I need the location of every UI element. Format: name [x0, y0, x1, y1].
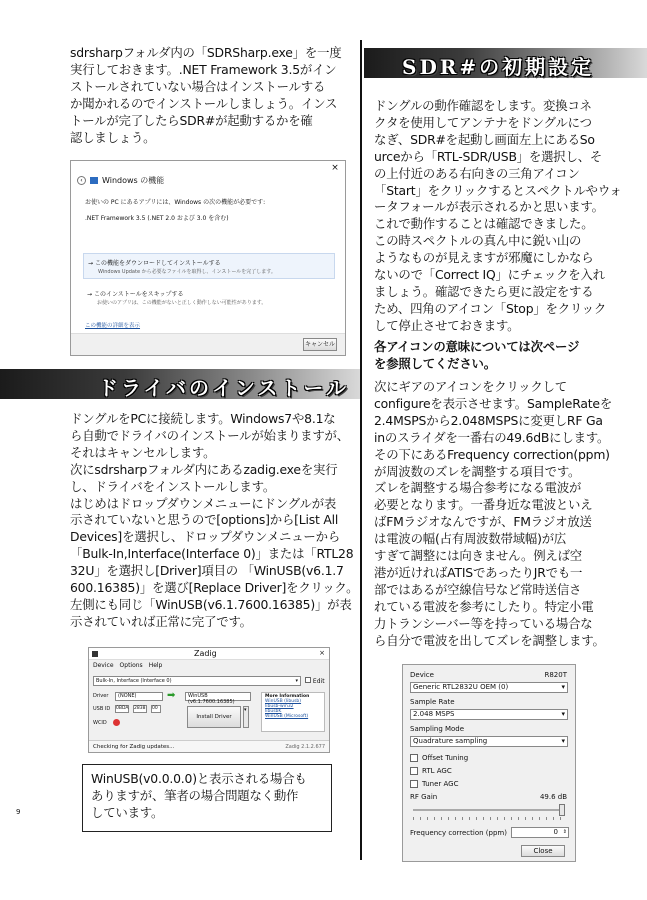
column-divider [360, 40, 362, 860]
checkbox-box[interactable] [410, 780, 418, 788]
offset-tuning-checkbox[interactable] [410, 754, 468, 762]
dialog-feature-name: .NET Framework 3.5 (.NET 2.0 および 3.0 を含む) [85, 215, 229, 222]
tuner-label: R820T [544, 671, 567, 679]
rf-gain-label: RF Gain [410, 793, 438, 801]
close-button[interactable]: Close [521, 845, 565, 857]
slider-ticks [413, 817, 565, 820]
checkbox-box[interactable] [410, 754, 418, 762]
device-select-value: Generic RTL2832U OEM (0) [413, 683, 509, 691]
menu-options[interactable]: Options [119, 662, 143, 669]
install-driver-button[interactable]: Install Driver [187, 706, 241, 728]
download-option[interactable] [83, 253, 335, 279]
intro-paragraph: sdrsharpフォルダ内の「SDRSharp.exe」を一度 実行しておきます。.NET Framework 3.5がイン ストールされていない場合はインストールする か聞かれるのでインストールしましょう。インス トールが完了したらSDR#が起動するかを確 認しましょう。 [70, 45, 342, 145]
back-arrow-icon[interactable]: ‹ [77, 176, 86, 185]
device-select[interactable] [410, 682, 568, 693]
checkbox-box[interactable] [410, 767, 418, 775]
download-option-title: この機能をダウンロードしてインストールする [94, 260, 221, 267]
chevron-down-icon: ▾ [561, 710, 565, 718]
more-info-link[interactable]: WinUSB (Microsoft) [265, 714, 309, 719]
device-dropdown[interactable] [93, 676, 301, 686]
chevron-down-icon: ▾ [244, 707, 247, 713]
gear-paragraph: 次にギアのアイコンをクリックして configureを表示させます。SampleRateを 2.4MSPSから2.048MSPSに変更しRF Ga inのスライダを一番右の49.6dBにします。 その下にあるFrequency correction(ppm) が周波数のズレを調整する項目です。 ズレを調整する場合参考になる電波が 必要となります。一番身近な電波といえ ばFMラジオなんですが、FMラジオ放送 は電波の幅(占有周波数帯域幅)が広 すぎて調整には向きません。例えば空 港が近ければATISであったりJRでも一 部ではあるが空線信号など常時送信さ れている電波を参考にしたり。特定小電 力トランシーバー等を持っている場合な ら自分で電波を出してズレを調整します。 [374, 379, 613, 648]
tuner-agc-checkbox[interactable] [410, 780, 458, 788]
download-option-desc: Windows Update から必要なファイルを取得し、インストールを完了します。 [98, 269, 276, 275]
sample-rate-label: Sample Rate [410, 698, 455, 706]
sample-rate-select[interactable] [410, 709, 568, 720]
usb-id-pid: 2838 [134, 706, 146, 711]
target-driver-field[interactable]: WinUSB (v6.1.7600.16385) [185, 692, 251, 701]
windows-feature-icon [90, 177, 98, 184]
usb-id-label: USB ID [93, 706, 111, 712]
dialog-question: お使いの PC にあるアプリには、Windows の次の機能が必要です: [85, 199, 266, 206]
wcid-status-icon [113, 719, 120, 726]
zadig-app-icon [92, 651, 98, 657]
device-dropdown-value: Bulk-In, Interface (Interface 0) [96, 678, 172, 684]
sampling-mode-label: Sampling Mode [410, 725, 465, 733]
rf-gain-slider-thumb[interactable] [559, 804, 565, 816]
rf-gain-value: 49.6 dB [539, 793, 567, 801]
freq-correction-value: 0 [553, 828, 558, 836]
chevron-down-icon: ▾ [561, 683, 565, 691]
current-driver-field: (NONE) [115, 692, 163, 701]
freq-correction-input[interactable] [511, 827, 569, 838]
freq-correction-label: Frequency correction (ppm) [410, 829, 507, 837]
setup-heading: SDR#の初期設定 [402, 55, 595, 79]
edit-checkbox[interactable] [305, 677, 311, 683]
details-link[interactable]: この機能の詳細を表示 [85, 323, 141, 329]
zadig-title: Zadig [194, 649, 217, 658]
menu-device[interactable]: Device [93, 662, 114, 669]
usb-id-vid: 0BDA [116, 706, 129, 711]
more-info-link[interactable]: WinUSB (libusb) [265, 699, 302, 704]
skip-option[interactable] [83, 287, 335, 309]
chevron-down-icon: ▾ [295, 678, 298, 684]
rtl-settings-panel [402, 664, 576, 862]
edit-label: Edit [312, 678, 325, 685]
checkbox-label: RTL AGC [422, 767, 452, 775]
skip-option-desc: お使いのアプリは、この機能がないと正しく動作しない可能性があります。 [97, 300, 267, 306]
rf-gain-slider[interactable] [413, 809, 565, 811]
rtl-agc-checkbox[interactable] [410, 767, 452, 775]
sample-rate-value: 2.048 MSPS [413, 710, 455, 718]
arrow-right-icon: → [87, 291, 94, 298]
status-text: Checking for Zadig updates... [93, 744, 175, 750]
page-number: 9 [16, 808, 21, 816]
checkbox-label: Tuner AGC [422, 780, 459, 788]
more-info-link[interactable]: libusb-win32 [265, 704, 294, 709]
note-box [82, 764, 332, 832]
menu-help[interactable]: Help [148, 662, 163, 669]
note-text: WinUSB(v0.0.0.0)と表示される場合も ありますが、筆者の場合問題なく動作 しています。 [91, 771, 307, 820]
setup-paragraph: ドングルの動作確認をします。変換コネ クタを使用してアンテナをドングルにつ なぎ、SDR#を起動し画面左上にあるSo urceから「RTL-SDR/USB」を選択し、そ の上付近のある右向きの三角アイコン 「Start」をクリックするとスペクトルやウォ ータフォールが表示されるかと思います。 これで動作することは確認できました。 この時スペクトルの真ん中に鋭い山の ようなものが見えますが邪魔にしかなら ないので「Correct IQ」にチェックを入れ ましょう。確認できたら更に設定をする ため、四角のアイコン「Stop」をクリック して停止させておきます。 [374, 98, 622, 333]
install-options-dropdown[interactable] [243, 706, 249, 728]
skip-option-title: このインストールをスキップする [93, 291, 184, 298]
dialog-title: Windows の機能 [102, 176, 165, 185]
driver-label: Driver [93, 693, 109, 699]
zadig-menu [93, 662, 162, 669]
chevron-down-icon: ▾ [561, 737, 565, 745]
sampling-mode-value: Quadrature sampling [413, 737, 488, 745]
sampling-mode-select[interactable] [410, 736, 568, 747]
zadig-window [88, 647, 330, 753]
checkbox-label: Offset Tuning [422, 754, 469, 762]
more-info-link[interactable]: libusbK [265, 709, 282, 714]
driver-heading: ドライバのインストール [98, 376, 349, 400]
arrow-right-icon: ➡ [167, 690, 176, 701]
arrow-right-icon: → [88, 260, 95, 267]
device-label: Device [410, 671, 434, 679]
more-info-title: More Information [265, 694, 310, 699]
icon-note: 各アイコンの意味については次ページ を参照してください。 [374, 339, 580, 371]
wcid-label: WCID [93, 720, 107, 726]
cancel-button[interactable]: キャンセル [303, 338, 337, 351]
close-icon[interactable]: × [319, 649, 325, 657]
spinner-icon[interactable]: ⇕ [562, 829, 567, 835]
close-icon[interactable]: × [331, 163, 339, 173]
driver-paragraph: ドングルをPCに接続します。Windows7や8.1な ら自動でドライバのインストールが始まりますが、 それはキャンセルします。 次にsdrsharpフォルダ内にあるzadig.exeを実行 し、ドライバをインストールします。 はじめはドロップダウンメニューにドングルが表 示されていないと思うので[options]から[List All Devices]を選択し、ドロップダウンメニューから 「Bulk-In,Interface(Interface 0)」または「RTL28 32U」を選択し[Driver]項目の 「WinUSB(v6.1.7 600.16385)」を選び[Replace Driver]をクリック。 左側にも同じ「WinUSB(v6.1.7600.16385)」が表 示されていれば正常に完了です。 [70, 411, 359, 629]
version-text: Zadig 2.1.2.677 [285, 744, 325, 750]
usb-id-mi: 00 [151, 705, 161, 713]
windows-features-dialog [70, 160, 346, 356]
